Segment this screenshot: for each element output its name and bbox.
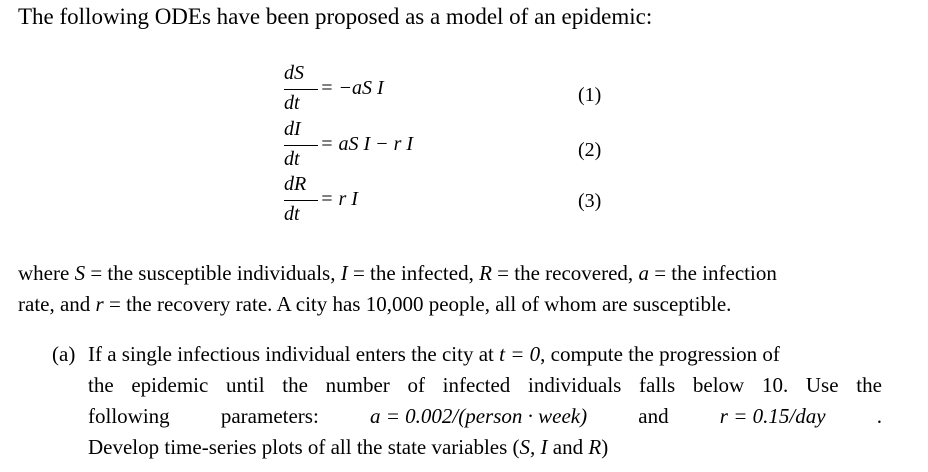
equation-2-denominator: dt	[284, 148, 300, 170]
equation-1-number: (1)	[578, 84, 602, 106]
symbol-S: S	[74, 261, 86, 285]
equation-2-numerator: dI	[284, 118, 301, 140]
word: following	[88, 404, 170, 428]
part-a-line-1: (a) If a single infectious individual enters the city at t = 0, compute the progression of	[52, 339, 882, 370]
symbol-r: r	[95, 292, 104, 316]
word: .	[876, 404, 882, 428]
part-a-line-4: Develop time-series plots of all the state variables (S, I and R)	[88, 435, 609, 459]
word: parameters:	[220, 404, 319, 428]
word: epidemic	[131, 373, 209, 397]
fraction-bar	[284, 200, 318, 201]
equation-3-fraction	[284, 173, 318, 229]
word: of	[407, 373, 425, 397]
word: and	[638, 404, 669, 428]
definitions-line-1: where S = the susceptible individuals, I = the infected, R = the recovered, a = the infection	[18, 261, 777, 285]
equation-2-fraction	[284, 118, 318, 174]
word: falls	[639, 373, 676, 397]
word: r = 0.15/day	[719, 404, 826, 428]
word: 10.	[761, 373, 789, 397]
equation-1-rhs: = −aS I	[320, 77, 384, 99]
word: the	[282, 373, 308, 397]
symbol-R: R	[479, 261, 492, 285]
fraction-bar	[284, 89, 318, 90]
equation-3-numerator: dR	[284, 173, 307, 195]
word: until	[226, 373, 265, 397]
time-condition: t = 0	[499, 342, 541, 366]
word: Use	[805, 373, 839, 397]
part-a-line-2	[52, 370, 882, 401]
equation-1-fraction	[284, 62, 318, 118]
word: below	[692, 373, 745, 397]
equation-3-denominator: dt	[284, 203, 300, 225]
equation-2-rhs: = aS I − r I	[320, 133, 414, 155]
fraction-bar	[284, 145, 318, 146]
part-a-line-3	[52, 401, 882, 432]
word: the	[88, 373, 114, 397]
word: infected	[442, 373, 511, 397]
state-variable-R: R	[588, 435, 602, 459]
word: number	[325, 373, 390, 397]
equation-1-numerator: dS	[284, 62, 304, 84]
intro-sentence: The following ODEs have been proposed as a model of an epidemic:	[18, 4, 653, 29]
part-a-label: (a)	[52, 342, 76, 366]
word: individuals	[528, 373, 622, 397]
word: a = 0.002/(person · week)	[369, 404, 588, 428]
symbol-a: a	[638, 261, 649, 285]
symbol-I: I	[340, 261, 348, 285]
state-variables-S-I: S, I	[519, 435, 548, 459]
equation-3-rhs: = r I	[320, 188, 358, 210]
word: the	[856, 373, 882, 397]
equation-2-number: (2)	[578, 139, 602, 161]
equation-1-denominator: dt	[284, 92, 300, 114]
definitions-line-2: rate, and r = the recovery rate. A city has 10,000 people, all of whom are susceptible.	[18, 292, 732, 316]
equation-3-number: (3)	[578, 190, 602, 212]
part-a	[52, 339, 882, 463]
